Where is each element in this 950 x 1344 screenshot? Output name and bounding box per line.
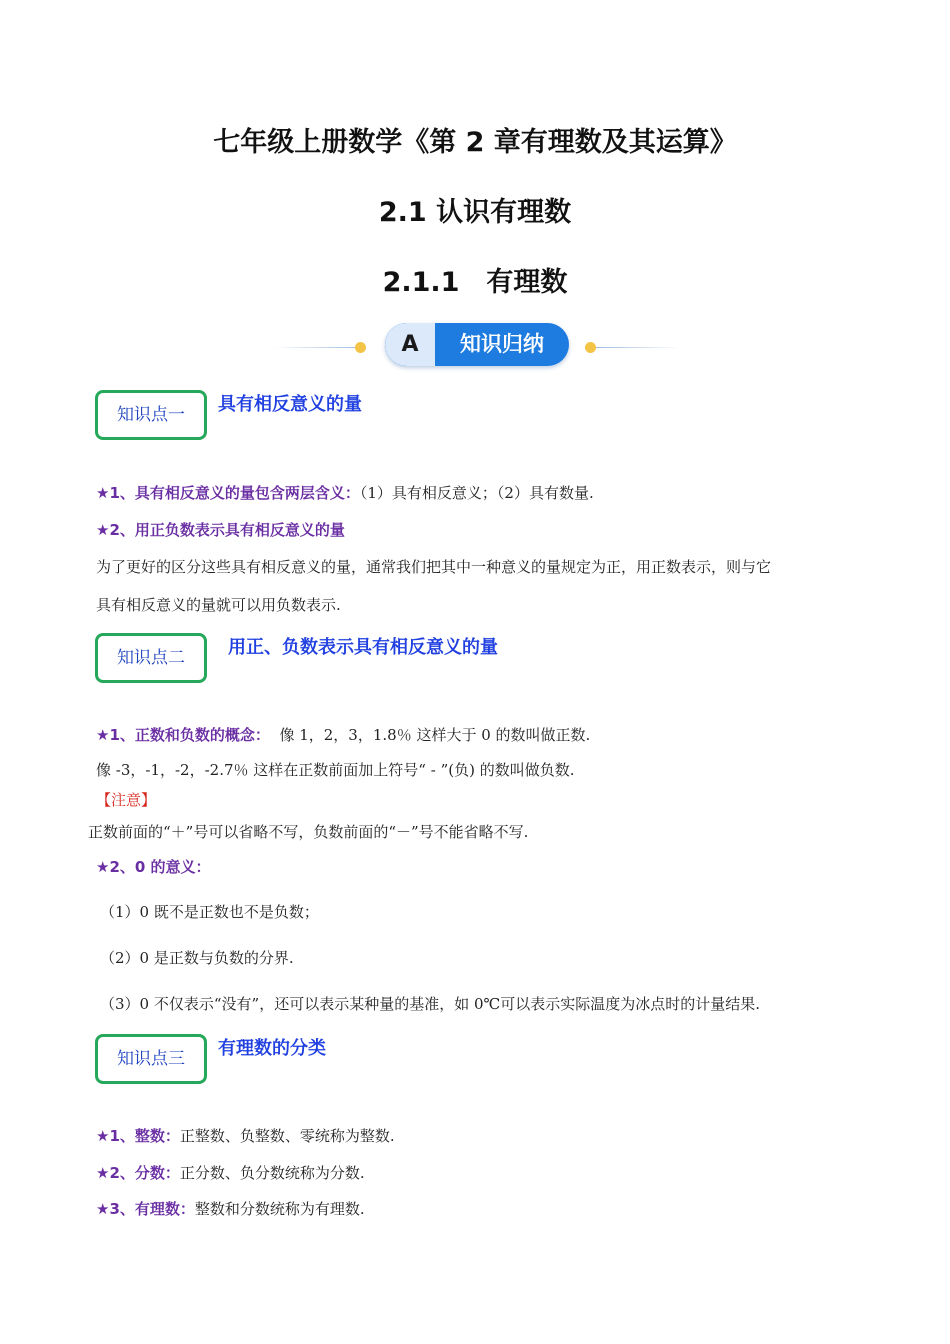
banner-dot-left: [355, 342, 366, 353]
kp3-item1-label: ★1、整数：: [96, 1127, 180, 1145]
main-title: 七年级上册数学《第 2 章有理数及其运算》: [213, 127, 737, 158]
kp2-item2-label: ★2、0 的意义：: [96, 858, 211, 876]
kp2-item1-text: 像 1，2，3，1.8％ 这样大于 0 的数叫做正数.: [279, 726, 591, 744]
kp3-box: 知识点三: [95, 1034, 207, 1084]
kp1-item1-label: ★1、具有相反意义的量包含两层含义：: [96, 484, 360, 502]
kp2-item1-line2: 像 -3，-1，-2，-2.7％ 这样在正数前面加上符号“ - ”(负) 的数叫做负数.: [96, 761, 575, 779]
kp2-item1-label: ★1、正数和负数的概念：: [96, 726, 270, 744]
banner-letter: A: [385, 323, 435, 366]
kp2-meaning2: （2）0 是正数与负数的分界.: [100, 949, 294, 967]
kp3-item2: [96, 1162, 365, 1183]
kp1-item1-text: （1）具有相反意义；（2）具有数量.: [359, 484, 594, 502]
kp2-heading: 用正、负数表示具有相反意义的量: [228, 637, 498, 658]
section-banner: [385, 323, 569, 366]
kp1-item1: [96, 482, 594, 503]
banner-label: 知识归纳: [460, 332, 544, 356]
kp2-item1: [96, 724, 590, 745]
kp1-para-line1: 为了更好的区分这些具有相反意义的量，通常我们把其中一种意义的量规定为正，用正数表示，则与它: [96, 558, 772, 576]
kp2-meaning3: （3）0 不仅表示“没有”，还可以表示某种量的基准，如 0℃可以表示实际温度为冰点时的计量结果.: [100, 995, 761, 1013]
kp3-item2-text: 正分数、负分数统称为分数.: [179, 1164, 365, 1182]
kp3-item3: [96, 1198, 365, 1219]
banner-line-left: [272, 347, 360, 348]
kp3-item3-text: 整数和分数统称为有理数.: [194, 1200, 365, 1218]
kp1-item2-label: ★2、用正负数表示具有相反意义的量: [96, 521, 345, 539]
kp2-item2: [96, 856, 211, 877]
kp3-item2-label: ★2、分数：: [96, 1164, 180, 1182]
kp3-item1-text: 正整数、负整数、零统称为整数.: [179, 1127, 395, 1145]
kp1-item2: [96, 519, 345, 540]
kp3-item3-label: ★3、有理数：: [96, 1200, 195, 1218]
kp2-box: 知识点二: [95, 633, 207, 683]
subsection-title: 2.1.1 有理数: [382, 267, 568, 298]
banner-line-right: [596, 347, 680, 348]
kp1-box: 知识点一: [95, 390, 207, 440]
kp1-para-line2: 具有相反意义的量就可以用负数表示.: [96, 596, 341, 614]
kp2-note-text: 正数前面的“＋”号可以省略不写，负数前面的“－”号不能省略不写.: [88, 823, 529, 841]
kp1-heading: 具有相反意义的量: [218, 394, 362, 415]
kp2-note-label: 【注意】: [96, 791, 157, 809]
banner-dot-right: [585, 342, 596, 353]
kp2-meaning1: （1）0 既不是正数也不是负数；: [100, 903, 319, 921]
kp3-heading: 有理数的分类: [218, 1038, 326, 1059]
kp3-item1: [96, 1125, 395, 1146]
section-title: 2.1 认识有理数: [378, 197, 572, 228]
